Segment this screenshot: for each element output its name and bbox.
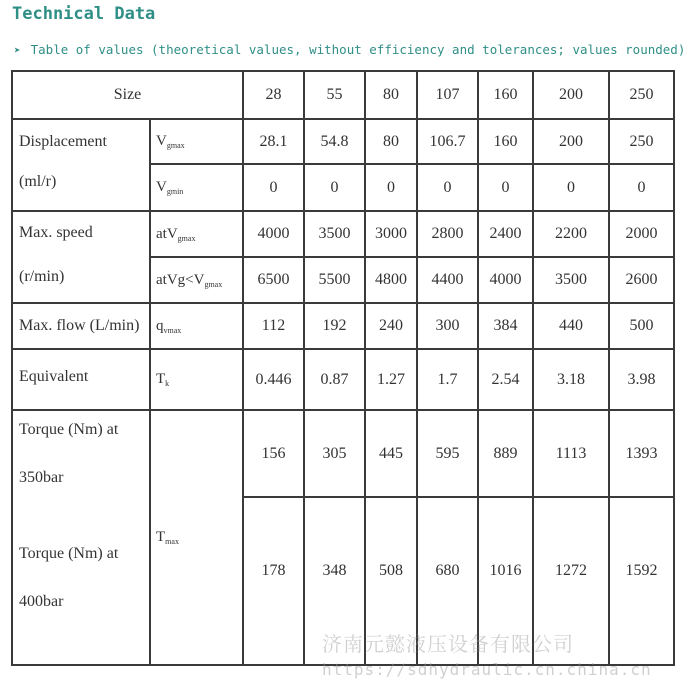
torque-350-row	[12, 410, 674, 497]
value-cell: 2200	[533, 211, 609, 257]
size-cell: 28	[243, 71, 304, 119]
value-cell: 440	[533, 303, 609, 349]
value-cell: 2600	[609, 257, 674, 303]
value-cell: 4800	[365, 257, 417, 303]
torque-400-label-cell	[12, 497, 150, 665]
equivalent-label: Equivalent	[12, 349, 150, 410]
displacement-label-cell	[12, 119, 150, 211]
page-title: Technical Data	[12, 4, 156, 24]
torque-400-label: Torque (Nm) at	[19, 544, 119, 562]
size-cell: 250	[609, 71, 674, 119]
vgmax-symbol: $V_{gmax}$	[150, 119, 243, 164]
value-cell: 4400	[417, 257, 478, 303]
value-cell: 0	[243, 164, 304, 211]
size-cell: 160	[478, 71, 533, 119]
value-cell: 4000	[243, 211, 304, 257]
value-cell: 240	[365, 303, 417, 349]
value-cell: 250	[609, 119, 674, 164]
size-cell: 200	[533, 71, 609, 119]
speed-unit: (r/min)	[19, 268, 65, 285]
value-cell: 106.7	[417, 119, 478, 164]
value-cell: 3.98	[609, 349, 674, 410]
speed-label-cell	[12, 211, 150, 303]
size-cell: 55	[304, 71, 365, 119]
value-cell: 348	[304, 497, 365, 665]
value-cell: 80	[365, 119, 417, 164]
value-cell: 1.7	[417, 349, 478, 410]
value-cell: 2.54	[478, 349, 533, 410]
equivalent-row	[12, 349, 674, 410]
value-cell: 1.27	[365, 349, 417, 410]
vgmin-symbol: $V_{gmin}$	[150, 164, 243, 211]
value-cell: 0.446	[243, 349, 304, 410]
value-cell: 200	[533, 119, 609, 164]
value-cell: 160	[478, 119, 533, 164]
speed-label: Max. speed	[19, 224, 93, 241]
value-cell: 384	[478, 303, 533, 349]
flow-label: Max. flow (L/min)	[12, 303, 150, 349]
technical-data-table	[11, 70, 675, 666]
value-cell: 0	[478, 164, 533, 211]
value-cell: 300	[417, 303, 478, 349]
value-cell: 500	[609, 303, 674, 349]
value-cell: 0	[417, 164, 478, 211]
value-cell: 0.87	[304, 349, 365, 410]
displacement-label: Displacement	[19, 133, 107, 150]
caption-text: Table of values (theoretical values, without efficiency and tolerances; values rounded)	[30, 42, 686, 57]
value-cell: 595	[417, 410, 478, 497]
value-cell: 4000	[478, 257, 533, 303]
value-cell: 54.8	[304, 119, 365, 164]
value-cell: 0	[365, 164, 417, 211]
value-cell: 0	[304, 164, 365, 211]
size-cell: 80	[365, 71, 417, 119]
value-cell: 2400	[478, 211, 533, 257]
value-cell: 0	[609, 164, 674, 211]
arrow-bullet-icon: ➤	[14, 44, 21, 57]
size-row	[12, 71, 674, 119]
watermark-company: 济南元懿液压设备有限公司	[322, 632, 574, 656]
torque-350-pressure: 350bar	[19, 469, 64, 486]
value-cell: 305	[304, 410, 365, 497]
value-cell: 1393	[609, 410, 674, 497]
value-cell: 178	[243, 497, 304, 665]
value-cell: 28.1	[243, 119, 304, 164]
size-header: Size	[12, 71, 243, 119]
tmax-symbol: $T_{max}$	[150, 410, 243, 665]
value-cell: 3000	[365, 211, 417, 257]
torque-400-pressure: 400bar	[19, 592, 64, 610]
value-cell: 445	[365, 410, 417, 497]
value-cell: 3500	[304, 211, 365, 257]
value-cell: 508	[365, 497, 417, 665]
value-cell: 192	[304, 303, 365, 349]
speed-vg-lt-vgmax-symbol: $atVg<V_{gmax}$	[150, 257, 243, 303]
value-cell: 2000	[609, 211, 674, 257]
torque-350-label: Torque (Nm) at	[19, 421, 119, 438]
table-caption	[14, 42, 685, 57]
value-cell: 3.18	[533, 349, 609, 410]
value-cell: 1272	[533, 497, 609, 665]
value-cell: 1113	[533, 410, 609, 497]
value-cell: 1592	[609, 497, 674, 665]
value-cell: 5500	[304, 257, 365, 303]
value-cell: 3500	[533, 257, 609, 303]
speed-vgmax-symbol: atV$_{gmax}$	[150, 211, 243, 257]
value-cell: 680	[417, 497, 478, 665]
value-cell: 889	[478, 410, 533, 497]
value-cell: 0	[533, 164, 609, 211]
qvmax-symbol: $q_{vmax}$	[150, 303, 243, 349]
tk-symbol: $T_k$	[150, 349, 243, 410]
displacement-unit: (ml/r)	[19, 173, 57, 190]
value-cell: 2800	[417, 211, 478, 257]
speed-max-row	[12, 211, 674, 257]
value-cell: 6500	[243, 257, 304, 303]
value-cell: 156	[243, 410, 304, 497]
size-cell: 107	[417, 71, 478, 119]
flow-row	[12, 303, 674, 349]
displacement-max-row	[12, 119, 674, 164]
value-cell: 112	[243, 303, 304, 349]
value-cell: 1016	[478, 497, 533, 665]
torque-350-label-cell	[12, 410, 150, 497]
watermark-url: https://sdhydraulic.cn.china.cn	[322, 660, 652, 679]
